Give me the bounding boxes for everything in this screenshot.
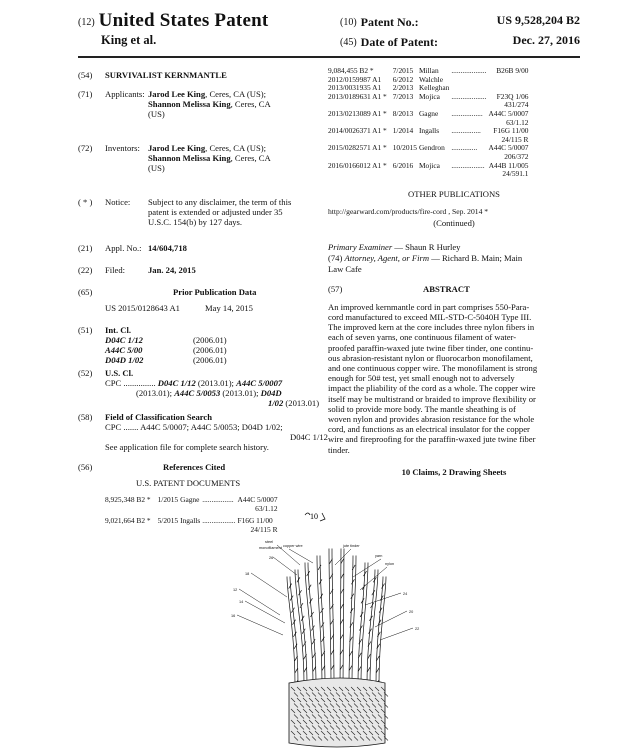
svg-text:12: 12 xyxy=(233,588,238,592)
svg-text:steel: steel xyxy=(265,540,274,544)
strand-twist xyxy=(351,579,354,584)
svg-text:18: 18 xyxy=(245,572,250,576)
abstract-heading: ABSTRACT xyxy=(423,283,470,294)
svg-text:14: 14 xyxy=(239,600,244,604)
continued-label: (Continued) xyxy=(433,217,475,228)
attorney-agent: (74) Attorney, Agent, or Firm — Richard B. Main; Main Law Cafe xyxy=(328,253,523,274)
strand-line xyxy=(320,556,325,686)
strand-line xyxy=(295,570,304,686)
strand-twist xyxy=(303,642,306,647)
appl-no-field: (21) Appl. No.: 14/604,718 xyxy=(78,243,187,253)
strand-twist xyxy=(368,642,371,647)
svg-text:10: 10 xyxy=(310,512,318,521)
notice-field: ( * ) Notice: Subject to any disclaimer, the term of this patent is extended or adjusted under 35 U.S.C. 154(b) by 127 days. xyxy=(78,197,292,228)
table-row: 63/1.12 xyxy=(506,117,529,127)
table-row: 2016/0166012 A1 * 6/2016 Mojica .................. A44B 11/005 xyxy=(328,160,529,170)
svg-text:20: 20 xyxy=(409,610,414,614)
svg-text:yarn: yarn xyxy=(375,554,383,558)
strand-line xyxy=(308,563,316,686)
header-rule xyxy=(78,56,580,58)
strand-line xyxy=(340,549,341,686)
strand-line xyxy=(329,549,331,686)
table-row: 431/274 xyxy=(504,100,529,110)
abstract-line: impact the pliability of the cord as a whole. The copper wire xyxy=(328,383,536,394)
abstract-text xyxy=(328,302,580,455)
abstract-line: The improved kern at the core includes three nylon fibers in xyxy=(328,322,535,333)
strand-twist xyxy=(318,565,321,570)
strand-twist xyxy=(377,632,380,637)
strand-twist xyxy=(350,608,353,613)
strand-line xyxy=(343,549,344,686)
us-cl-field: (52) U.S. Cl. CPC ............... D04C 1/12 (2013.01); A44C 5/0007 (2013.01); A44C 5/0053 (2013.01); D04D 1/02 (2013.01) xyxy=(78,368,320,408)
svg-text:nylon: nylon xyxy=(385,562,395,566)
svg-text:copper wire: copper wire xyxy=(283,544,303,548)
abstract-line: cord, and functions as an electrical insulator for the copper xyxy=(328,424,530,435)
references-table-right xyxy=(328,67,530,179)
table-row: 9,084,455 B2 * 7/2015 Millan ................... B26B 9/00 xyxy=(328,66,529,75)
references-cited-field: (56) References Cited U.S. PATENT DOCUMENTS 8,925,348 B2 * 1/2015 Gagne ................. A44C 5/0007 63/1.12 9,021,664 B2 * 5/2015 Ingalls .................. F16G 11/00 24/115 R xyxy=(78,462,278,534)
abstract-line: itself may be multistrand or braided to improve flexibility or xyxy=(328,393,536,404)
patent-number-line: (10) Patent No.: US 9,528,204 B2 xyxy=(340,13,580,29)
applicants-field: (71) Applicants: Jarod Lee King, Ceres, CA (US); Shannon Melissa King, Ceres, CA (US) xyxy=(78,89,271,120)
strand-line xyxy=(332,549,334,686)
table-row: 24/115 R xyxy=(250,524,278,534)
abstract-line: ous abrasion-resistant nylon or fluorocarbon monofilament, xyxy=(328,352,533,363)
abstract-line: and one continuous copper wire. The monofilament is strong xyxy=(328,362,538,373)
strand-line xyxy=(367,570,375,686)
patent-date: Dec. 27, 2016 xyxy=(512,33,580,47)
strand-twist xyxy=(350,622,353,627)
abstract-line: each of seven yarns, one continuous filament of water- xyxy=(328,332,517,343)
inventors-field: (72) Inventors: Jarod Lee King, Ceres, CA (US); Shannon Melissa King, Ceres, CA (US) xyxy=(78,143,271,174)
svg-text:jute tinder: jute tinder xyxy=(343,544,360,548)
table-row: 8,925,348 B2 * 1/2015 Gagne ................. A44C 5/0007 xyxy=(105,495,278,504)
table-row: 9,021,664 B2 * 5/2015 Ingalls .................. F16G 11/00 xyxy=(105,516,273,526)
braided-strands xyxy=(287,549,386,686)
svg-text:26: 26 xyxy=(269,556,274,560)
strand-twist xyxy=(321,622,324,627)
abstract-line: proofed paraffin-waxed jute twine fiber tinder, one continu- xyxy=(328,342,534,353)
table-row: 63/1.12 xyxy=(255,503,278,513)
table-row: 2012/0159987 A1 6/2012 Walchle xyxy=(328,74,443,84)
strand-twist xyxy=(331,665,334,670)
svg-text:16: 16 xyxy=(231,614,236,618)
strand-line xyxy=(317,556,322,686)
abstract-line: solid to provide more body. The mantle sheathing is of xyxy=(328,403,516,414)
primary-examiner: Primary Examiner — Shaun R Hurley xyxy=(328,242,461,253)
abstract-line: enough for 50# test, yet small enough not to adversely xyxy=(328,373,515,384)
prior-publication-field: (65) Prior Publication Data US 2015/0128643 A1 May 14, 2015 xyxy=(78,287,257,313)
abstract-line: woven nylon and provides abrasion resistance for the whole xyxy=(328,413,535,424)
abstract-line: wire and fireproofing for the paraffin-waxed jute twine fiber xyxy=(328,434,536,445)
left-column xyxy=(78,70,328,552)
svg-text:monofilament: monofilament xyxy=(259,546,282,550)
code-12: (12) xyxy=(78,16,95,28)
claims-summary: 10 Claims, 2 Drawing Sheets xyxy=(401,466,507,477)
table-row: 206/372 xyxy=(504,151,529,161)
patent-number: US 9,528,204 B2 xyxy=(496,13,580,27)
strand-twist xyxy=(382,584,385,589)
svg-text:22: 22 xyxy=(415,627,420,631)
strand-line xyxy=(379,577,386,686)
other-publications-heading: OTHER PUBLICATIONS xyxy=(408,188,500,199)
invention-title: SURVIVALIST KERNMANTLE xyxy=(105,70,227,80)
figure-reference-label xyxy=(305,512,325,521)
strand-twist xyxy=(309,598,312,603)
strand-twist xyxy=(359,639,362,644)
classification-search-field: (58) Field of Classification Search CPC ....... A44C 5/0007; A44C 5/0053; D04D 1/02; D04C 1/12 See application file for complete search history. xyxy=(78,412,328,452)
table-row: 2013/0031935 A1 2/2013 Kelleghan xyxy=(328,83,450,93)
table-row: 2015/0282571 A1 * 10/2015 Gendron .............. A44C 5/0007 xyxy=(328,143,529,153)
table-row: 2014/0026371 A1 * 1/2014 Ingalls ................ F16G 11/00 xyxy=(328,126,529,136)
other-publication-ref: http://gearward.com/products/fire-cord , Sep. 2014 * xyxy=(328,206,489,216)
table-row: 24/591.1 xyxy=(502,169,529,179)
patent-header-left xyxy=(78,10,268,32)
svg-text:24: 24 xyxy=(403,592,408,596)
strand-line xyxy=(298,570,307,686)
title-field: (54) SURVIVALIST KERNMANTLE xyxy=(78,70,227,80)
patent-title: United States Patent xyxy=(98,10,269,31)
right-column xyxy=(328,67,580,477)
abstract-line: tinder. xyxy=(328,444,350,455)
abstract-heading-row: (57) ABSTRACT xyxy=(328,283,470,294)
filed-field: (22) Filed: Jan. 24, 2015 xyxy=(78,265,196,275)
mantle-sheath xyxy=(289,678,388,747)
patent-authors: King et al. xyxy=(101,33,157,47)
int-cl-field: (51) Int. Cl. D04C 1/12 (2006.01) A44C 5/00 (2006.01) D04D 1/02 (2006.01) xyxy=(78,325,227,365)
abstract-line: An improved kernmantle cord in part comprises 550-Para- xyxy=(328,301,530,312)
table-row: 2013/0189631 A1 * 7/2013 Mojica ................... F23Q 1/06 xyxy=(328,91,529,101)
table-row: 24/115 R xyxy=(501,134,529,144)
kernmantle-drawing xyxy=(225,505,455,750)
abstract-line: cord manufactured to exceed MIL-STD-C-5040H Type III. xyxy=(328,311,532,322)
patent-date-line: (45) Date of Patent: Dec. 27, 2016 xyxy=(340,33,580,49)
table-row: 2013/0213089 A1 * 8/2013 Gagne ................. A44C 5/0007 xyxy=(328,108,529,118)
